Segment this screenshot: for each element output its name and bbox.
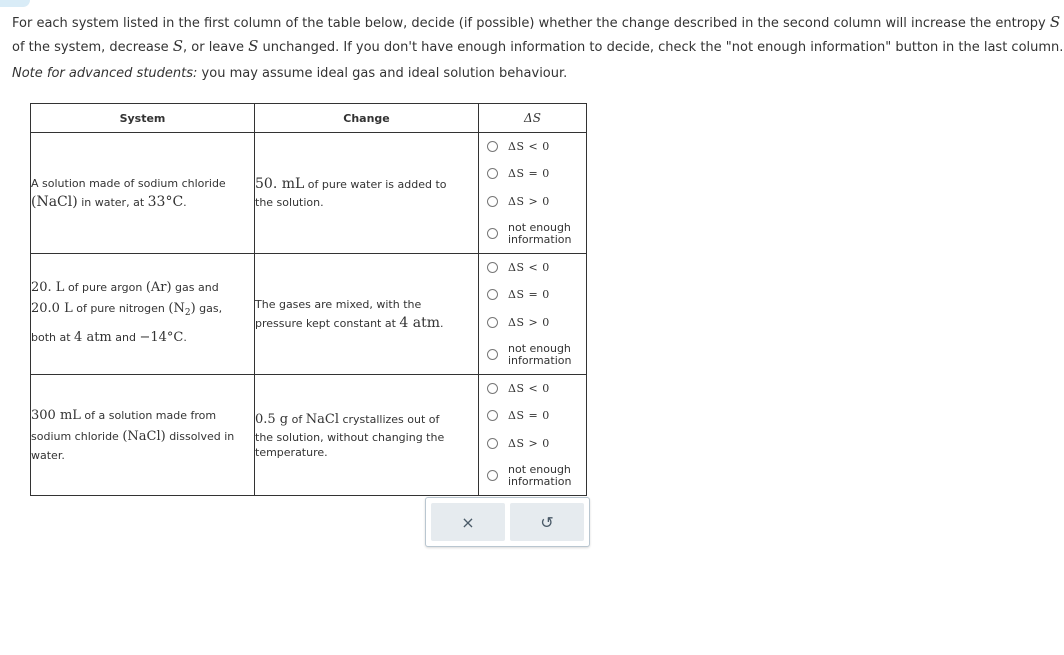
top-left-tab-accent <box>0 0 30 7</box>
undo-icon: ↺ <box>540 512 554 532</box>
radio-button[interactable] <box>487 410 498 421</box>
entropy-symbol: S <box>1049 13 1061 31</box>
radio-button[interactable] <box>487 168 498 179</box>
entropy-symbol: S <box>172 37 183 55</box>
options-cell <box>479 375 587 496</box>
option-not-enough-info[interactable]: not enough information <box>487 222 586 246</box>
options-cell <box>479 133 587 254</box>
delta-s-header: ΔS <box>479 104 587 133</box>
clear-button[interactable] <box>431 503 505 541</box>
radio-button[interactable] <box>487 317 498 328</box>
entropy-table <box>30 103 587 496</box>
option-delta-s-zero[interactable]: ΔS = 0 <box>487 409 586 422</box>
option-delta-s-zero[interactable]: ΔS = 0 <box>487 167 586 180</box>
radio-button[interactable] <box>487 438 498 449</box>
system-header: System <box>31 104 255 133</box>
change-cell: 50. mL of pure water is added to the solution. <box>255 133 479 254</box>
note-text: you may assume ideal gas and ideal solution behaviour. <box>197 66 568 81</box>
system-cell: 300 mL of a solution made from sodium chloride (NaCl) dissolved in water. <box>31 375 255 496</box>
system-cell: A solution made of sodium chloride (NaCl) in water, at 33°C. <box>31 133 255 254</box>
table-row <box>31 375 587 496</box>
radio-button[interactable] <box>487 470 498 481</box>
system-cell: 20. L of pure argon (Ar) gas and 20.0 L of pure nitrogen $(N_2)$ gas, both at 4 atm and −14°C. <box>31 254 255 375</box>
change-header: Change <box>255 104 479 133</box>
undo-button[interactable] <box>510 503 584 541</box>
change-cell: The gases are mixed, with the pressure kept constant at 4 atm. <box>255 254 479 375</box>
question-instructions <box>12 11 1064 59</box>
radio-button[interactable] <box>487 141 498 152</box>
instructions-line-2: of the system, decrease S, or leave S unchanged. If you don't have enough information to decide, check the "not enough information" button in the last column. <box>12 37 1064 55</box>
option-delta-s-negative[interactable]: ΔS < 0 <box>487 140 586 153</box>
radio-group <box>479 254 586 374</box>
radio-button[interactable] <box>487 289 498 300</box>
advanced-note <box>12 64 567 84</box>
option-delta-s-positive[interactable]: ΔS > 0 <box>487 195 586 208</box>
options-cell <box>479 254 587 375</box>
answer-action-bar <box>425 497 590 547</box>
change-cell: 0.5 g of NaCl crystallizes out of the solution, without changing the temperature. <box>255 375 479 496</box>
radio-group <box>479 375 586 495</box>
instructions-line-1: For each system listed in the first column of the table below, decide (if possible) whether the change described in the second column will increase the entropy S <box>12 13 1061 31</box>
radio-button[interactable] <box>487 383 498 394</box>
radio-button[interactable] <box>487 228 498 239</box>
option-delta-s-negative[interactable]: ΔS < 0 <box>487 261 586 274</box>
radio-button[interactable] <box>487 349 498 360</box>
table-row <box>31 254 587 375</box>
option-delta-s-zero[interactable]: ΔS = 0 <box>487 288 586 301</box>
entropy-symbol: S <box>248 37 259 55</box>
option-delta-s-positive[interactable]: ΔS > 0 <box>487 316 586 329</box>
option-not-enough-info[interactable]: not enough information <box>487 343 586 367</box>
option-delta-s-positive[interactable]: ΔS > 0 <box>487 437 586 450</box>
table-row <box>31 133 587 254</box>
radio-group <box>479 133 586 253</box>
header-row <box>31 104 587 133</box>
radio-button[interactable] <box>487 196 498 207</box>
option-delta-s-negative[interactable]: ΔS < 0 <box>487 382 586 395</box>
note-label: Note for advanced students: <box>12 66 198 81</box>
close-icon: × <box>461 512 475 532</box>
radio-button[interactable] <box>487 262 498 273</box>
option-not-enough-info[interactable]: not enough information <box>487 464 586 488</box>
